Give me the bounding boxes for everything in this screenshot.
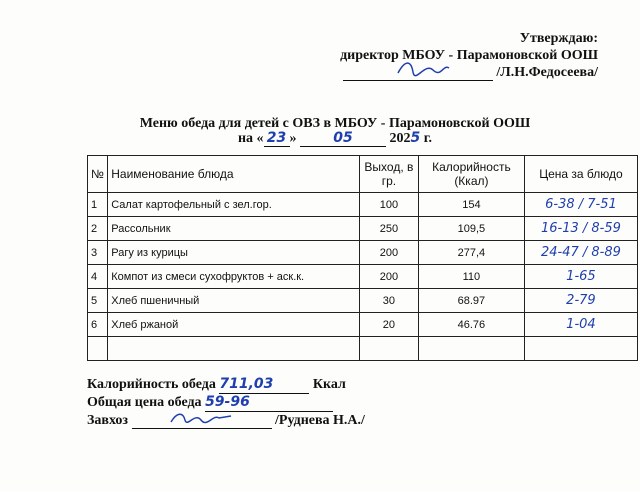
cell-num: 4 — [88, 265, 108, 289]
cell-name: Компот из смеси сухофруктов + аск.к. — [108, 265, 360, 289]
table-row — [88, 217, 638, 241]
cell-kcal: 154 — [418, 193, 524, 217]
storekeeper-name: /Руднева Н.А./ — [275, 413, 365, 428]
cell-num: 6 — [88, 313, 108, 337]
signature-scribble — [167, 408, 237, 428]
storekeeper-signature — [132, 414, 272, 429]
cell-name: Салат картофельный с зел.гор. — [108, 193, 360, 217]
signature-scribble — [393, 58, 453, 78]
cell-price: 2-79 — [524, 289, 637, 313]
kcal-value: 711,03 — [219, 376, 309, 394]
cell-output: 20 — [359, 313, 418, 337]
cell-name — [108, 337, 360, 361]
table-row — [88, 241, 638, 265]
cell-name: Рассольник — [108, 217, 360, 241]
cell-output: 100 — [359, 193, 418, 217]
director-signature-line — [308, 64, 598, 81]
approval-block — [308, 30, 598, 81]
title-line: Меню обеда для детей с ОВЗ в МБОУ - Парамоновской ООШ — [139, 116, 531, 131]
footer-storekeeper-line — [87, 412, 365, 429]
cell-name: Хлеб ржаной — [108, 313, 360, 337]
date-year-digit: 5 — [410, 130, 421, 146]
cell-kcal: 277,4 — [418, 241, 524, 265]
cell-price — [524, 337, 637, 361]
cell-output — [359, 337, 418, 361]
cell-num: 3 — [88, 241, 108, 265]
cell-num: 2 — [88, 217, 108, 241]
director-signature — [343, 66, 493, 81]
date-month: 05 — [300, 131, 386, 147]
menu-table — [87, 155, 638, 361]
cell-kcal: 46.76 — [418, 313, 524, 337]
kcal-unit: Ккал — [312, 377, 346, 392]
cell-kcal: 68.97 — [418, 289, 524, 313]
table-header-row — [88, 156, 638, 193]
header-name: Наименование блюда — [108, 156, 360, 193]
cell-output: 200 — [359, 265, 418, 289]
table-row — [88, 193, 638, 217]
table-row — [88, 289, 638, 313]
price-value: 59-96 — [205, 394, 333, 412]
cell-output: 250 — [359, 217, 418, 241]
title-date: на « 23 » 05 2025 г. — [237, 130, 433, 146]
cell-kcal — [418, 337, 524, 361]
kcal-label: Калорийность обеда — [87, 377, 216, 392]
header-kcal: Калорийность (Ккал) — [418, 156, 524, 193]
director-line: директор МБОУ - Парамоновской ООШ — [340, 48, 598, 63]
cell-kcal: 110 — [418, 265, 524, 289]
header-price: Цена за блюдо — [524, 156, 637, 193]
footer-kcal-line — [87, 376, 365, 394]
cell-kcal: 109,5 — [418, 217, 524, 241]
cell-num — [88, 337, 108, 361]
cell-name: Хлеб пшеничный — [108, 289, 360, 313]
cell-num: 1 — [88, 193, 108, 217]
header-num: № — [88, 156, 108, 193]
cell-num: 5 — [88, 289, 108, 313]
price-label: Общая цена обеда — [87, 395, 202, 410]
approve-label: Утверждаю: — [519, 31, 598, 46]
footer-block — [87, 376, 365, 429]
cell-price: 6-38 / 7-51 — [524, 193, 637, 217]
header-output: Выход, в гр. — [359, 156, 418, 193]
table-row — [88, 313, 638, 337]
storekeeper-label: Завхоз — [87, 413, 129, 428]
cell-output: 30 — [359, 289, 418, 313]
menu-title — [120, 116, 550, 147]
cell-price: 1-04 — [524, 313, 637, 337]
date-day: 23 — [264, 131, 290, 147]
table-row-empty — [88, 337, 638, 361]
cell-output: 200 — [359, 241, 418, 265]
table-row — [88, 265, 638, 289]
signer-name: /Л.Н.Федосеева/ — [496, 65, 598, 80]
cell-price: 1-65 — [524, 265, 637, 289]
cell-price: 24-47 / 8-89 — [524, 241, 637, 265]
cell-price: 16-13 / 8-59 — [524, 217, 637, 241]
cell-name: Рагу из курицы — [108, 241, 360, 265]
